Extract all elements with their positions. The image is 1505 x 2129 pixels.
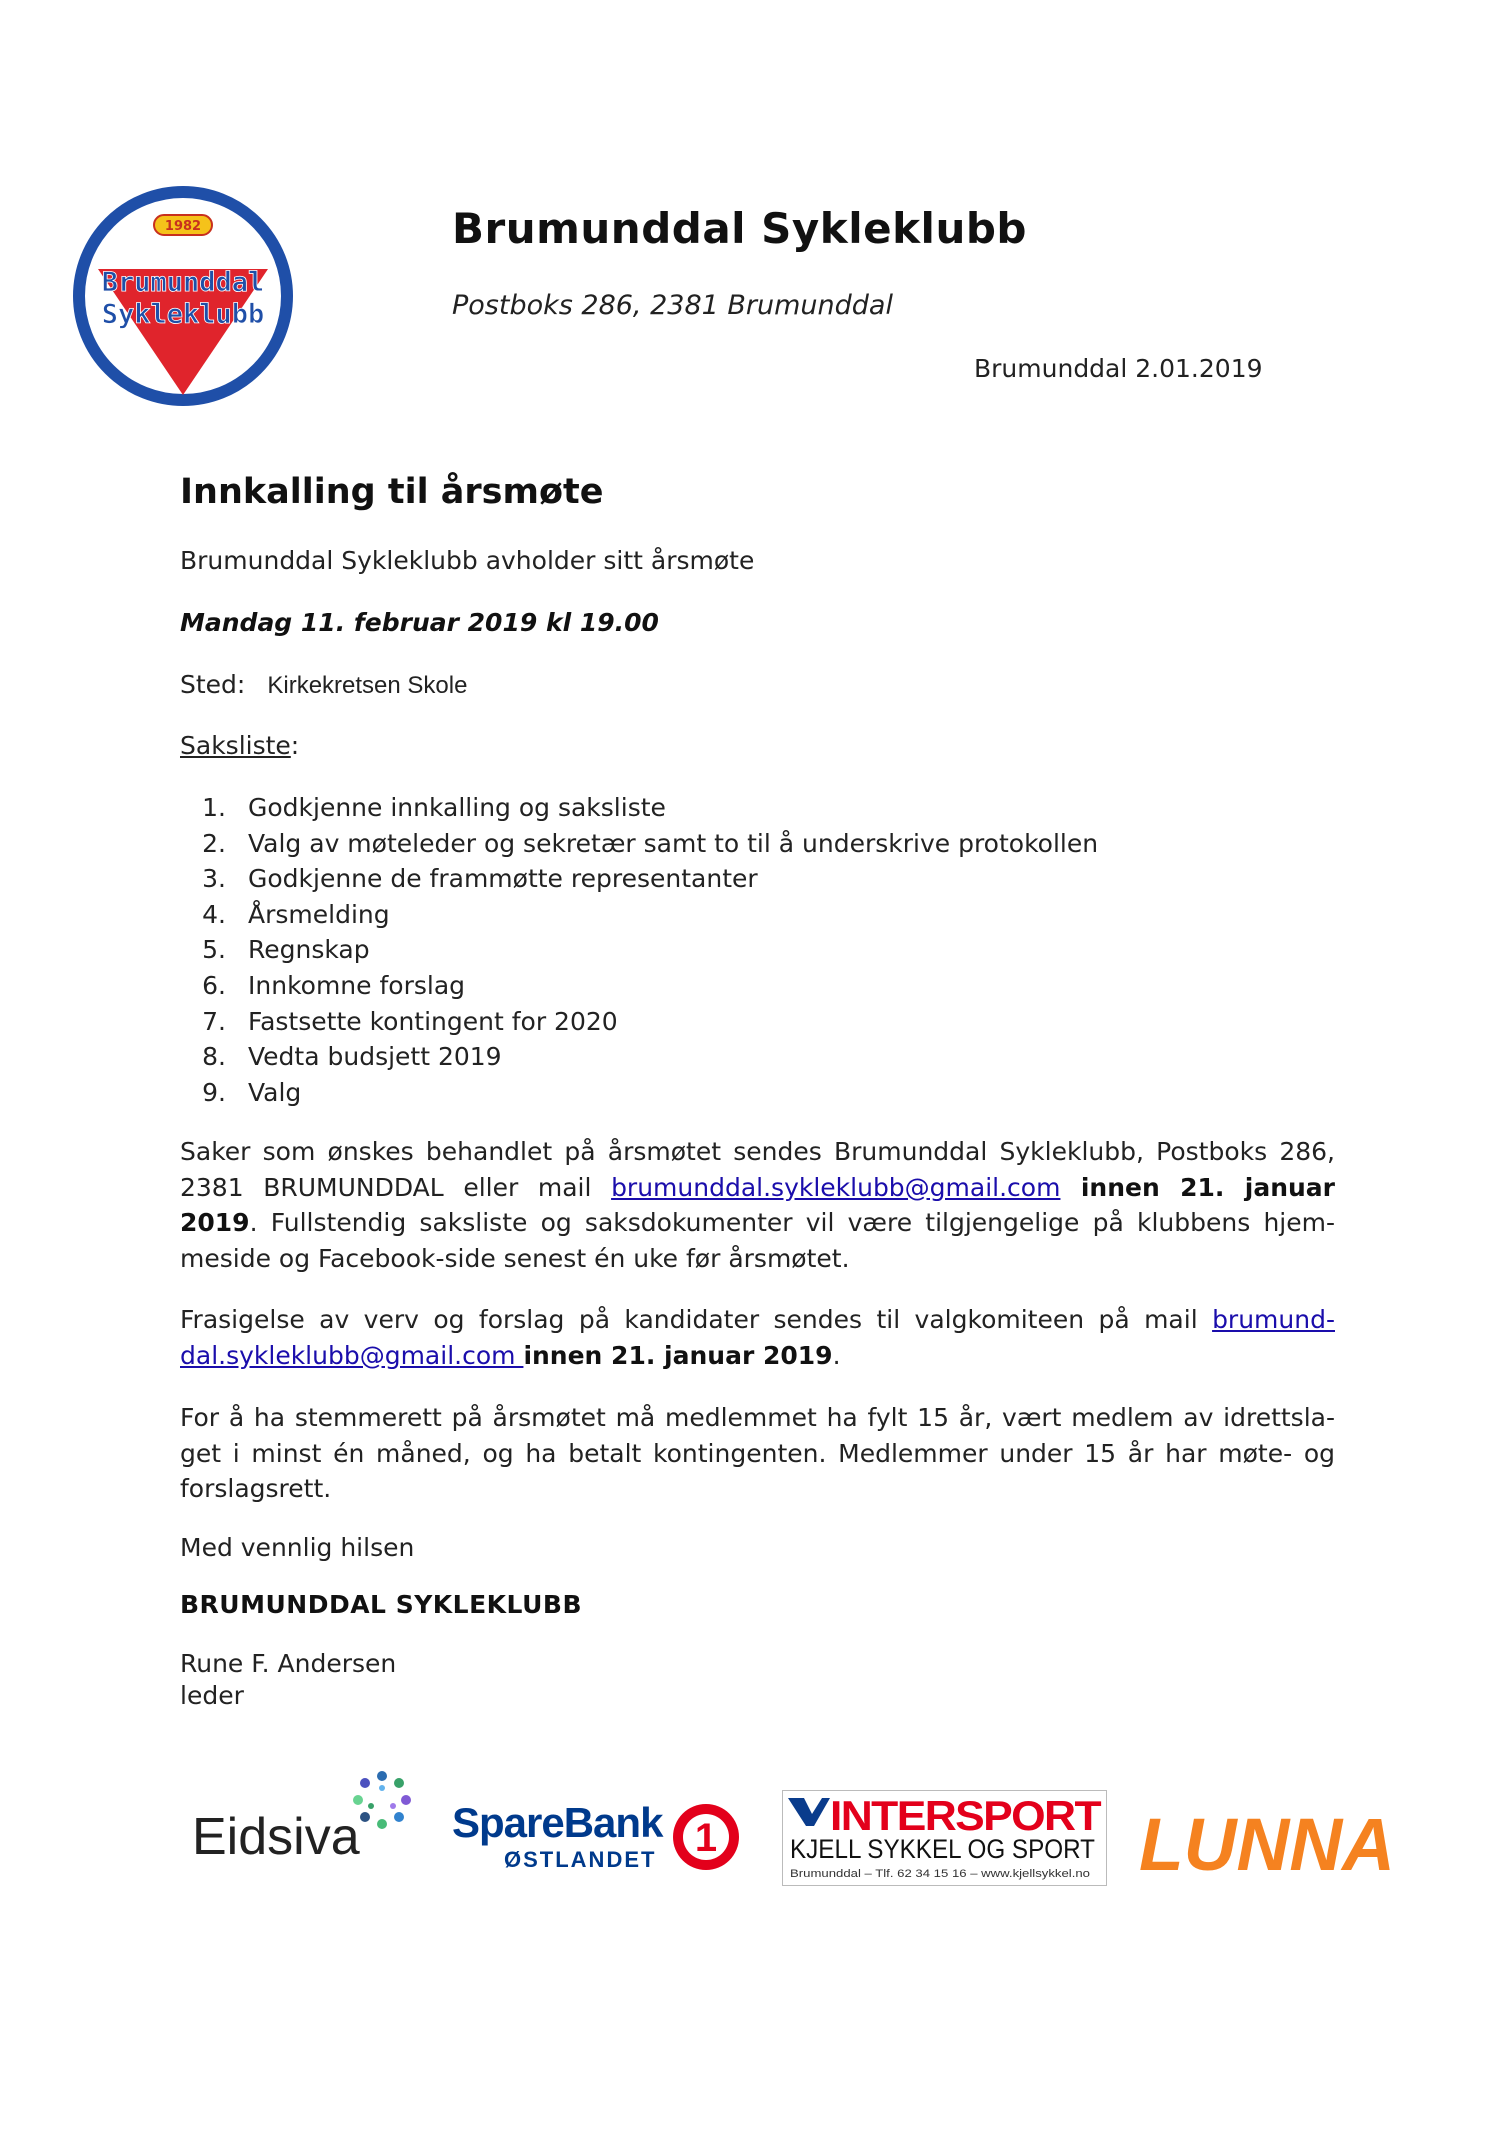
letter-date: Brumunddal 2.01.2019 (974, 354, 1263, 383)
sponsor-lunna-logo (1135, 1804, 1400, 1880)
submission-paragraph: Saker som ønskes behandlet på årsmøtet sendes Brumunddal Sykleklubb, Postboks 286, 2381 BRUMUNDDAL eller mail brumunddal.sykleklubb@gmail.com innen 21. januar 2019. Fullstendig saksliste og saksdokumenter vil være tilgjengelige på klubbens hjem-meside og Facebook-side senest én uke før årsmøtet. (180, 1137, 1335, 1273)
signer (180, 1648, 396, 1712)
sparebank-wordmark: SpareBank (452, 1799, 663, 1846)
meeting-place (180, 670, 467, 700)
sponsor-intersport-logo (782, 1790, 1107, 1886)
sparebank-region: ØSTLANDET (504, 1847, 657, 1872)
agenda-item: 8. Vedta budsjett 2019 (202, 1042, 502, 1072)
club-address: Postboks 286, 2381 Brumunddal (452, 290, 893, 321)
club-logo (70, 183, 296, 409)
logo-text-line2: Sykleklubb (101, 299, 265, 330)
intro-text: Brumunddal Sykleklubb avholder sitt årsmøte (180, 546, 755, 575)
intersport-contact: Brumunddal – Tlf. 62 34 15 16 – www.kjellsykkel.no (790, 1868, 1090, 1880)
intersport-wordmark: INTERSPORT (830, 1792, 1102, 1839)
signer-name: Rune F. Andersen (180, 1649, 397, 1678)
agenda-item: 3. Godkjenne de frammøtte representanter (202, 864, 758, 894)
place-label: Sted: (180, 670, 246, 699)
club-name: Brumunddal Sykleklubb (452, 204, 1027, 253)
agenda-item: 9. Valg (202, 1077, 302, 1107)
eidsiva-flower-icon (353, 1771, 411, 1829)
agenda-item: 1. Godkjenne innkalling og saksliste (202, 793, 666, 822)
sparebank-badge-number: 1 (694, 1816, 718, 1860)
voting-rights-paragraph: For å ha stemmerett på årsmøtet må medlemmet ha fylt 15 år, vært medlem av idrettsla-get i minst én måned, og ha betalt kontingenten. Medlemmer under 15 år har møte- og forslagsrett. (180, 1403, 1335, 1503)
nomination-paragraph: Frasigelse av verv og forslag på kandidater sendes til valgkomiteen på mail brumund-dal.sykleklubb@gmail.com innen 21. januar 2019. (180, 1305, 1335, 1370)
agenda-item: 4. Årsmelding (202, 899, 390, 929)
nomination-email-link[interactable]: brumund-dal.sykleklubb@gmail.com (180, 1305, 1335, 1370)
sponsor-sparebank-logo (452, 1795, 742, 1875)
sponsor-eidsiva-logo (192, 1762, 414, 1862)
club-email-link[interactable]: brumunddal.sykleklubb@gmail.com (611, 1172, 1061, 1202)
logo-year: 1982 (164, 219, 202, 234)
lunna-wordmark: LUNNA (1139, 1804, 1395, 1880)
meeting-time: Mandag 11. februar 2019 kl 19.00 (180, 608, 659, 637)
signer-title: leder (180, 1681, 244, 1710)
agenda-label: Saksliste: (180, 731, 300, 760)
logo-text-line1: Brumunddal (101, 267, 265, 298)
closing: Med vennlig hilsen (180, 1533, 415, 1562)
agenda-list (180, 790, 1180, 1110)
place-value: Kirkekretsen Skole (267, 672, 468, 699)
agenda-item: 7. Fastsette kontingent for 2020 (202, 1006, 618, 1036)
agenda-label-text: Saksliste (180, 731, 291, 760)
agenda-item: 2. Valg av møteleder og sekretær samt to til å underskrive protokollen (202, 828, 1099, 858)
eidsiva-wordmark: Eidsiva (192, 1808, 360, 1862)
agenda-item: 6. Innkomne forslag (202, 970, 466, 1000)
signoff-organization: BRUMUNDDAL SYKLEKLUBB (180, 1590, 583, 1619)
agenda-item: 5. Regnskap (202, 935, 370, 965)
page-title: Innkalling til årsmøte (180, 472, 604, 512)
intersport-shop-name: KJELL SYKKEL OG SPORT (790, 1834, 1095, 1864)
